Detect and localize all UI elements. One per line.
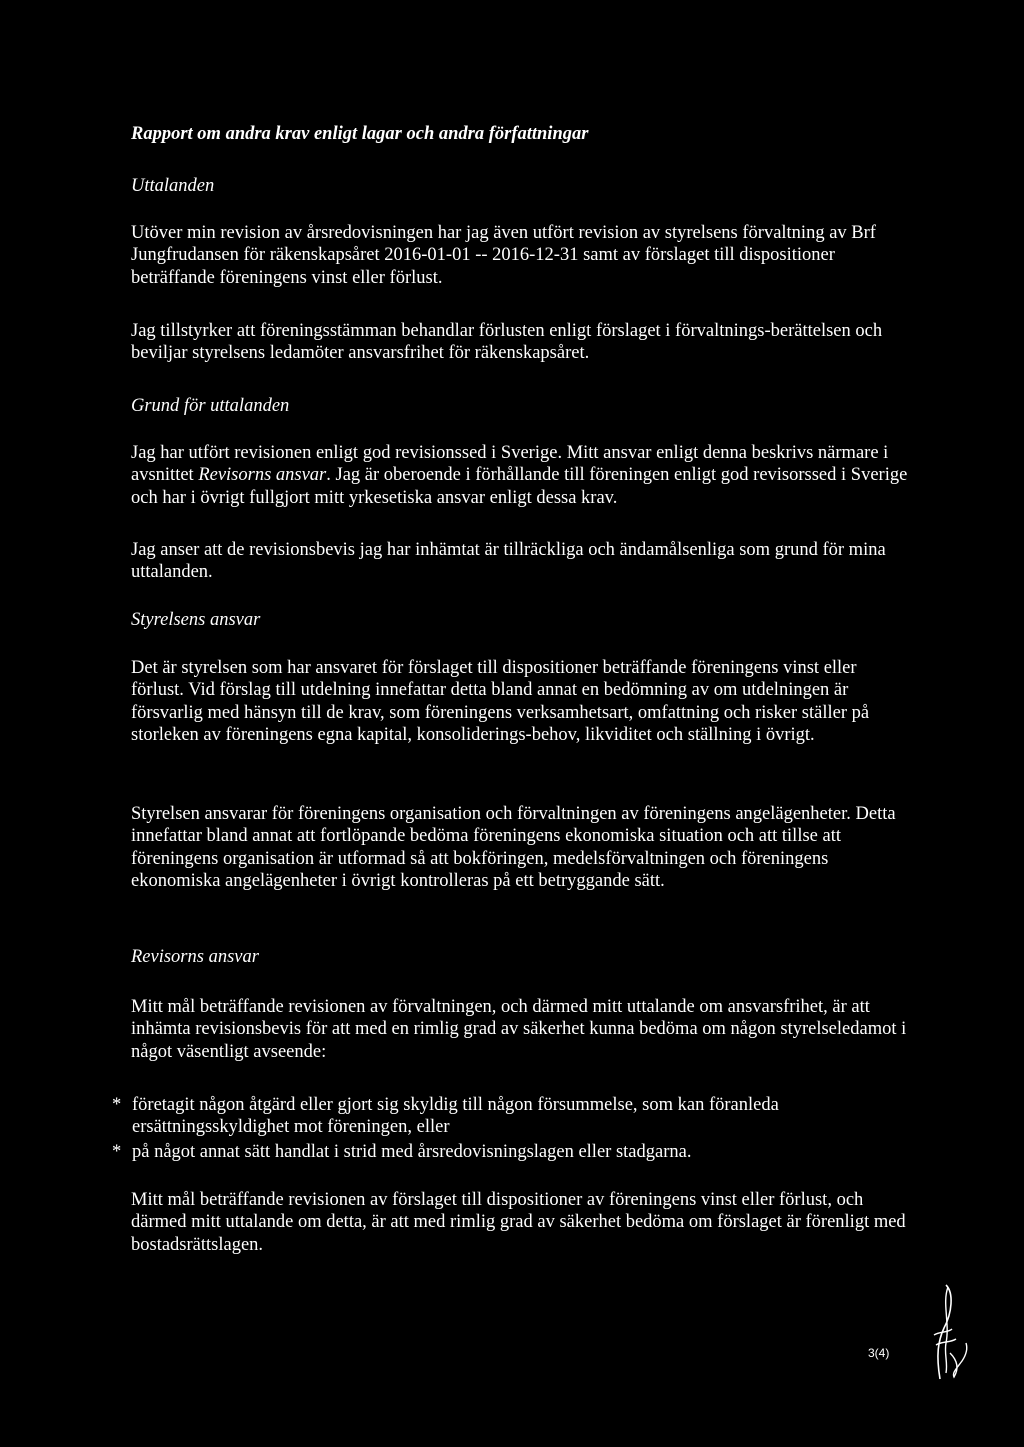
paragraph-revisorn-intro: Mitt mål beträffande revisionen av förvaltningen, och därmed mitt uttalande om ansvarsfrihet, är att inhämta revisionsbevis för att med en rimlig grad av säkerhet kunna bedöma om någon styrelseledamot i något väsentligt avseende:	[131, 997, 907, 1062]
list-item-text: företagit någon åtgärd eller gjort sig skyldig till någon försummelse, som kan föranleda	[132, 1095, 779, 1115]
list-item	[112, 1141, 912, 1163]
paragraph-revisorn-closing: Mitt mål beträffande revisionen av förslaget till dispositioner av föreningens vinst eller förlust, och därmed mitt uttalande om detta, är att med rimlig grad av säkerhet bedöma om förslaget är förenligt med bostadsrättslagen.	[131, 1190, 906, 1255]
paragraph-grund-1-start: Jag har utfört revisionen enligt god revisionssed i Sverige. Mitt ansvar enligt denna beskrivs närmare i avsnittet	[131, 443, 889, 486]
list-item-text: på något annat sätt handlat i strid med årsredovisningslagen eller stadgarna.	[132, 1142, 692, 1162]
paragraph-uttalanden-2: Jag tillstyrker att föreningsstämman behandlar förlusten enligt förslaget i förvaltnings-berättelsen och beviljar styrelsens ledamöter ansvarsfrihet för räkenskapsåret.	[131, 321, 883, 364]
paragraph-grund-1	[131, 442, 911, 509]
page-number: 3(4)	[868, 1346, 890, 1360]
heading-uttalanden: Uttalanden	[131, 176, 215, 196]
paragraph-uttalanden-1: Utöver min revision av årsredovisningen har jag även utfört revision av styrelsens förvaltning av Brf Jungfrudansen för räkenskapsåret 2016-01-01 -- 2016-12-31 samt av förslaget till dispositioner beträffande föreningens vinst eller förlust.	[131, 223, 876, 288]
heading-revisorns-ansvar: Revisorns ansvar	[131, 947, 259, 967]
paragraph-grund-2: Jag anser att de revisionsbevis jag har inhämtat är tillräckliga och ändamålsenliga som grund för mina uttalanden.	[131, 540, 886, 583]
list-item	[112, 1094, 912, 1139]
paragraph-grund-1-end: . Jag är oberoende i förhållande till föreningen enligt god revisorssed i Sverige och har i övrigt fullgjort mitt yrkesetiska ansvar enligt dessa krav.	[131, 465, 908, 508]
paragraph-styrelsen-2: Styrelsen ansvarar för föreningens organisation och förvaltningen av föreningens angelägenheter. Detta innefattar bland annat att fortlöpande bedöma föreningens ekonomiska situation och att tillse att föreningens organisation är utformad så att bokföringen, medelsförvaltningen och föreningens ekonomiska angelägenheter i övrigt kontrolleras på ett betryggande sätt.	[131, 804, 896, 892]
signature-mark	[926, 1283, 970, 1383]
heading-grund: Grund för uttalanden	[131, 396, 290, 416]
document-title: Rapport om andra krav enligt lagar och andra författningar	[131, 124, 589, 144]
list-item-continuation: ersättningsskyldighet mot föreningen, eller	[132, 1117, 450, 1138]
paragraph-styrelsen-1: Det är styrelsen som har ansvaret för förslaget till dispositioner beträffande föreningens vinst eller förlust. Vid förslag till utdelning innefattar detta bland annat en bedömning av om utdelningen är försvarlig med hänsyn till de krav, som föreningens verksamhetsart, omfattning och risker ställer på storleken av föreningens egna kapital, konsoliderings-behov, likviditet och ställning i övrigt.	[131, 658, 870, 746]
heading-styrelsens-ansvar: Styrelsens ansvar	[131, 610, 261, 630]
bullet-marker: *	[112, 1142, 122, 1162]
bullet-marker: *	[112, 1095, 122, 1115]
revisorns-ansvar-reference: Revisorns ansvar	[198, 465, 327, 486]
